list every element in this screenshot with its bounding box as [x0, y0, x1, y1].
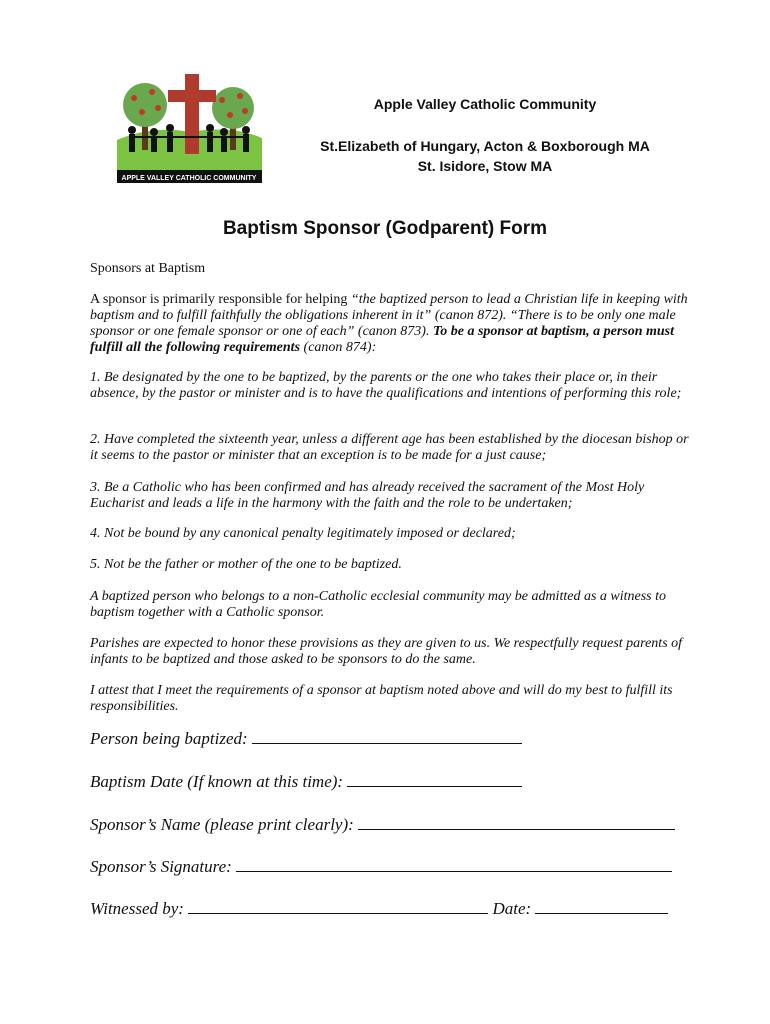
witness-date-line[interactable]	[535, 899, 668, 914]
witness-date-label: Date:	[492, 899, 532, 918]
community-name: Apple Valley Catholic Community	[373, 96, 597, 112]
intro-paragraph: A sponsor is primarily responsible for helping “the baptized person to lead a Christian life in keeping with baptism and to fulfill faithfully the obligations inherent in it” (canon 872). “There is to be only one male sponsor or one female sponsor or one of each” (canon 873). To be a sponsor at baptism, a person must fulfill all the following requirements (canon 874):	[90, 292, 688, 355]
requirement-3: 3. Be a Catholic who has been confirmed and has already received the sacrament of the Most Holy Eucharist and leads a life in the harmony with the faith and the role to be undertaken;	[90, 480, 645, 511]
baptism-date-label: Baptism Date (If known at this time):	[90, 772, 344, 791]
sponsor-name-line[interactable]	[358, 815, 675, 830]
sponsor-signature-line[interactable]	[236, 857, 672, 872]
section-heading: Sponsors at Baptism	[90, 261, 206, 276]
attestation: I attest that I meet the requirements of a sponsor at baptism noted above and will do my best to fulfill its responsibilities.	[90, 683, 673, 714]
witness-note: A baptized person who belongs to a non-Catholic ecclesial community may be admitted as a witness to baptism together with a Catholic sponsor.	[90, 589, 667, 620]
witness-label: Witnessed by:	[90, 899, 184, 918]
sponsor-name-field	[90, 815, 675, 835]
requirement-5: 5. Not be the father or mother of the one to be baptized.	[90, 557, 402, 572]
parish-line-1: St.Elizabeth of Hungary, Acton & Boxborough MA	[320, 138, 650, 154]
baptism-date-field	[90, 772, 522, 792]
community-logo	[112, 70, 267, 185]
requirement-4: 4. Not be bound by any canonical penalty legitimately imposed or declared;	[90, 526, 516, 541]
parish-line-2: St. Isidore, Stow MA	[417, 158, 553, 174]
requirement-1: 1. Be designated by the one to be baptized, by the parents or the one who takes their place or, in their absence, by the pastor or minister and is to have the qualifications and intentions of performing this role;	[90, 370, 682, 401]
sponsor-signature-label: Sponsor’s Signature:	[90, 857, 232, 876]
sponsor-signature-field	[90, 857, 672, 877]
person-baptized-line[interactable]	[252, 729, 522, 744]
witness-field	[90, 899, 668, 919]
svg-text:APPLE VALLEY CATHOLIC COMMUNIT: APPLE VALLEY CATHOLIC COMMUNITY	[121, 175, 257, 182]
person-baptized-field	[90, 729, 522, 749]
witness-line[interactable]	[188, 899, 488, 914]
baptism-date-line[interactable]	[347, 772, 522, 787]
requirement-2: 2. Have completed the sixteenth year, unless a different age has been established by the diocesan bishop or it seems to the pastor or minister that an exception is to be made for a just cause;	[90, 432, 689, 463]
parish-note: Parishes are expected to honor these provisions as they are given to us. We respectfully request parents of infants to be baptized and those asked to be sponsors to do the same.	[90, 636, 683, 667]
form-title: Baptism Sponsor (Godparent) Form	[222, 218, 548, 239]
sponsor-name-label: Sponsor’s Name (please print clearly):	[90, 815, 354, 834]
person-baptized-label: Person being baptized:	[90, 729, 248, 748]
